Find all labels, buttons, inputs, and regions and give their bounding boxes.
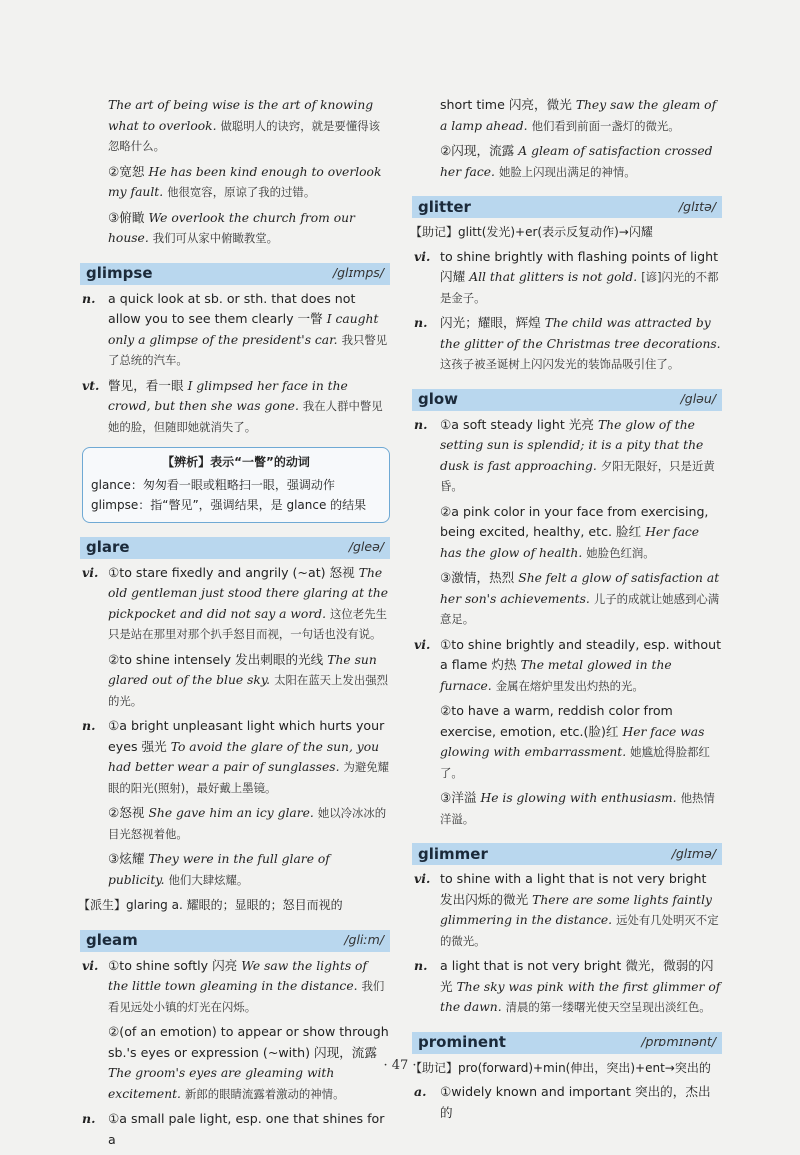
glimmer-noun-sense [414, 956, 722, 1018]
example-sentence: We overlook the church from our house. [108, 210, 355, 245]
headword: glitter [418, 197, 471, 216]
definition: a quick look at sb. or sth. that does not allow you to see them clearly 一瞥 [108, 290, 356, 326]
glitter-verb-sense [414, 247, 722, 309]
definition: ①widely known and important 突出的，杰出的 [440, 1084, 711, 1120]
mnemonic-note: 【助记】glitt(发光)+er(表示反复动作)→闪耀 [410, 225, 653, 239]
example-sentence: Her face was glowing with embarrassment. [440, 724, 705, 759]
definition: to shine brightly with flashing points of light 闪耀 [440, 248, 719, 284]
translation: 她以冷冰冰的目光怒视着他。 [108, 806, 387, 841]
headword: glimmer [418, 844, 488, 863]
part-of-speech: a. [414, 1084, 427, 1099]
translation: 为避免耀眼的阳光(照射)，最好戴上墨镜。 [108, 760, 390, 795]
glare-verb-sense-1 [82, 563, 390, 645]
glare-verb-sense-2 [108, 650, 390, 712]
pronunciation: /gliːm/ [344, 932, 384, 948]
part-of-speech: n. [82, 718, 96, 733]
gleam-verb-sense-1 [82, 956, 390, 1018]
sense-label: ③俯瞰 [108, 209, 145, 225]
example-sentence: They were in the full glare of publicity. [108, 852, 330, 887]
headword-bar-glimmer [412, 843, 722, 865]
translation: 我只瞥见了总统的汽车。 [108, 332, 388, 367]
part-of-speech: vt. [82, 377, 100, 393]
definition: short time 闪亮，微光 [440, 97, 572, 112]
translation: 他们看到前面一盏灯的微光。 [531, 118, 680, 133]
translation: 我们可从家中俯瞰教堂。 [152, 231, 279, 245]
mnemonic-note: 【助记】pro(forward)+min(伸出，突出)+ent→突出的 [410, 1060, 711, 1075]
example-sentence: All that glitters is not gold. [469, 270, 638, 284]
translation: 我在人群中瞥见她的脸，但随即她就消失了。 [108, 399, 383, 434]
headword-bar-gleam [80, 930, 390, 952]
definition: ③洋溢 [440, 790, 477, 805]
example-sentence: The old gentleman just stood there glaring at the pickpocket and did not say a word. [108, 565, 389, 621]
definition: ①a small pale light, esp. one that shines for a [108, 1111, 385, 1147]
pronunciation: /glɪmps/ [332, 265, 384, 281]
overlook-sense-1 [108, 95, 390, 157]
definition: ③炫耀 [108, 851, 145, 866]
example-sentence: The sky was pink with the first glimmer of the dawn. [440, 979, 721, 1014]
definition: ②to shine intensely 发出刺眼的光线 [108, 651, 324, 667]
translation: 这位老先生只是站在那里对那个扒手怒目而视，一句话也没有说。 [108, 606, 387, 641]
example-sentence: There are some lights faintly glimmering in the distance. [440, 892, 712, 927]
part-of-speech: n. [414, 958, 428, 973]
headword-bar-prominent [412, 1032, 722, 1054]
usage-note-title: 【辨析】表示“一瞥”的动词 [162, 455, 310, 469]
example-sentence: To avoid the glare of the sun, you had better wear a pair of sunglasses. [108, 739, 380, 774]
translation: 做聪明人的诀窍，就是要懂得该忽略什么。 [108, 118, 380, 153]
example-sentence: She gave him an icy glare. [148, 806, 314, 820]
definition: ①to stare fixedly and angrily (~at) 怒视 [108, 564, 355, 580]
pronunciation: /gləu/ [680, 391, 716, 407]
headword: glare [86, 538, 130, 557]
glow-noun-sense-1 [414, 415, 722, 497]
headword: prominent [418, 1033, 506, 1052]
page-number: · 47 · [383, 1058, 417, 1073]
definition: 瞥见，看一眼 [108, 377, 184, 393]
gleam-noun-sense-1 [82, 1109, 390, 1150]
translation: 清晨的第一缕曙光使天空呈现出淡红色。 [505, 1000, 711, 1014]
definition: ①a soft steady light 光亮 [440, 416, 594, 432]
example-sentence: The groom's eyes are gleaming with excitement. [108, 1066, 335, 1101]
glitter-noun-sense [414, 313, 722, 375]
pronunciation: /gleə/ [348, 539, 384, 555]
glimmer-verb-sense [414, 869, 722, 951]
pronunciation: /glɪmə/ [671, 845, 716, 861]
translation: 新郎的眼睛流露着激动的神情。 [184, 1086, 345, 1101]
part-of-speech: n. [82, 290, 96, 306]
part-of-speech: vi. [414, 636, 431, 652]
definition: ①a bright unpleasant light which hurts your eyes 强光 [108, 718, 385, 754]
example-sentence: A gleam of satisfaction crossed her face. [440, 144, 713, 179]
example-sentence: Her face has the glow of health. [440, 525, 700, 560]
translation: 儿子的成就让她感到心满意足。 [440, 591, 720, 626]
definition: ②闪现，流露 [440, 143, 515, 158]
headword-bar-glow [412, 389, 722, 411]
glare-noun-sense-1 [82, 716, 390, 798]
definition: ②to have a warm, reddish color from exercise, emotion, etc.(脸)红 [440, 703, 673, 739]
sense-label: ②宽恕 [108, 163, 145, 179]
glare-noun-sense-3 [108, 849, 390, 890]
translation: [谚]闪光的不都是金子。 [440, 270, 719, 305]
right-column [410, 95, 722, 1128]
glimpse-noun-sense [82, 289, 390, 371]
definition: ②怒视 [108, 805, 145, 820]
example-sentence: I caught only a glimpse of the president's car. [108, 312, 379, 347]
translation: 金属在熔炉里发出灼热的光。 [495, 678, 644, 693]
usage-note-box [82, 447, 390, 523]
translation: 她尴尬得脸都红了。 [440, 745, 710, 780]
glow-noun-sense-3 [440, 568, 722, 630]
usage-note-line: glimpse：指“瞥见”，强调结果，是 glance 的结果 [91, 498, 367, 512]
overlook-sense-2 [108, 162, 390, 203]
part-of-speech: n. [414, 315, 428, 330]
translation: 太阳在蓝天上发出强烈的光。 [108, 673, 388, 708]
definition: ①to shine brightly and steadily, esp. without a flame 灼热 [440, 636, 722, 672]
derivation-note: 【派生】glaring a. 耀眼的；显眼的；怒目而视的 [78, 898, 343, 912]
definition: ①to shine softly 闪亮 [108, 957, 238, 973]
part-of-speech: vi. [414, 871, 431, 886]
example-sentence: I glimpsed her face in the crowd, but then she was gone. [108, 378, 348, 413]
translation: 他热情洋溢。 [440, 791, 715, 826]
glow-noun-sense-2 [440, 502, 722, 564]
example-sentence: She felt a glow of satisfaction at her son's achievements. [440, 571, 720, 606]
translation: 远处有几处明灭不定的微光。 [440, 913, 719, 948]
part-of-speech: n. [414, 416, 428, 432]
example-sentence: The art of being wise is the art of knowing what to overlook. [108, 98, 374, 133]
translation: 他很宽容，原谅了我的过错。 [167, 185, 316, 199]
definition: ②(of an emotion) to appear or show through sb.'s eyes or expression (~with) 闪现，流露 [108, 1024, 389, 1060]
example-sentence: They saw the gleam of a lamp ahead. [440, 98, 717, 133]
translation: 夕阳无限好，只是近黄昏。 [440, 458, 715, 493]
translation: 我们看见远处小镇的灯光在闪烁。 [108, 979, 385, 1014]
example-sentence: He has been kind enough to overlook my fault. [108, 164, 382, 199]
headword: gleam [86, 931, 138, 950]
gleam-noun-sense-1-cont [440, 95, 722, 136]
usage-note-line: glance：匆匆看一眼或粗略扫一眼，强调动作 [91, 477, 335, 492]
definition: to shine with a light that is not very bright 发出闪烁的微光 [440, 871, 707, 907]
part-of-speech: vi. [414, 248, 431, 264]
example-sentence: He is glowing with enthusiasm. [480, 791, 677, 805]
glimpse-verb-sense [82, 376, 390, 438]
headword-bar-glitter [412, 196, 722, 218]
glow-verb-sense-3 [440, 788, 722, 829]
translation: 她脸上闪现出满足的神情。 [498, 164, 636, 179]
glow-verb-sense-1 [414, 635, 722, 697]
definition: 闪光；耀眼，辉煌 [440, 315, 541, 330]
part-of-speech: n. [82, 1111, 96, 1126]
headword: glow [418, 390, 459, 409]
overlook-sense-3 [108, 208, 390, 249]
example-sentence: The sun glared out of the blue sky. [108, 652, 377, 687]
example-sentence: The glow of the setting sun is splendid; it is a pity that the dusk is fast approaching. [440, 417, 704, 473]
headword-bar-glimpse [80, 263, 390, 285]
definition: ②a pink color in your face from exercising, being excited, healthy, etc. 脸红 [440, 503, 709, 539]
headword-bar-glare [80, 537, 390, 559]
headword: glimpse [86, 264, 153, 283]
example-sentence: The child was attracted by the glitter of the Christmas tree decorations. [440, 316, 721, 351]
example-sentence: We saw the lights of the little town gleaming in the distance. [108, 958, 368, 993]
pronunciation: /glɪtə/ [678, 198, 716, 214]
definition: a light that is not very bright 微光，微弱的闪光 [440, 958, 714, 994]
part-of-speech: vi. [82, 564, 99, 580]
glare-noun-sense-2 [108, 803, 390, 844]
example-sentence: The metal glowed in the furnace. [440, 658, 672, 693]
translation: 她脸色红润。 [586, 545, 655, 560]
definition: ③激情，热烈 [440, 570, 515, 585]
translation: 他们大肆炫耀。 [168, 872, 249, 887]
left-column [78, 95, 390, 1155]
prominent-adjective-sense-1 [414, 1082, 722, 1123]
part-of-speech: vi. [82, 957, 99, 973]
glow-verb-sense-2 [440, 701, 722, 783]
pronunciation: /prɒmɪnənt/ [641, 1034, 716, 1050]
gleam-noun-sense-2 [440, 141, 722, 182]
translation: 这孩子被圣诞树上闪闪发光的装饰品吸引住了。 [440, 357, 680, 371]
